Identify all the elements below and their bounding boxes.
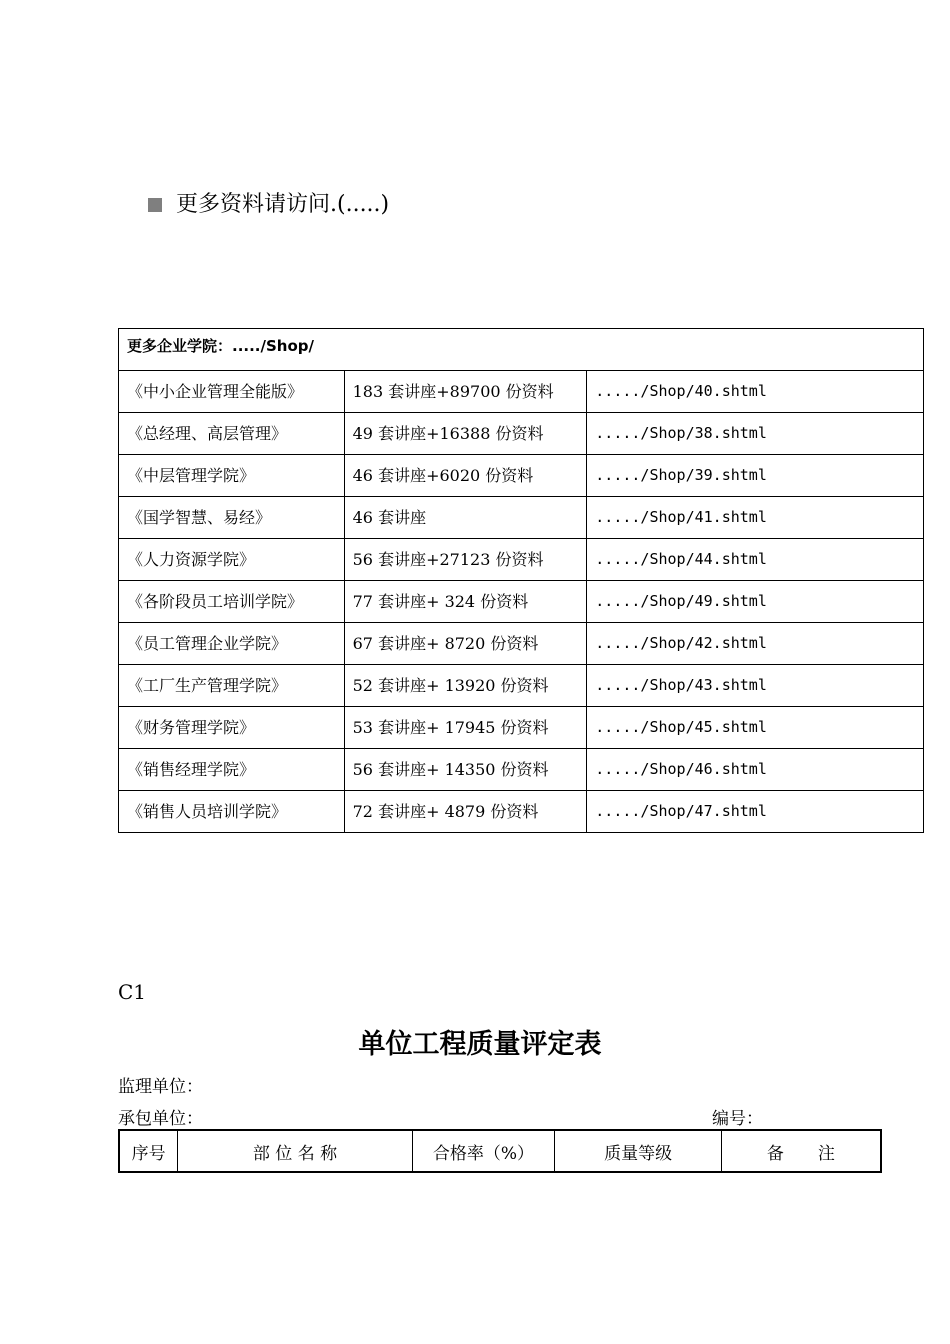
row-name-cell: 《中层管理学院》 xyxy=(119,455,345,497)
col-pass-rate: 合格率（%） xyxy=(412,1130,555,1172)
row-count-cell: 46 套讲座+6020 份资料 xyxy=(344,455,587,497)
row-count-cell: 56 套讲座+27123 份资料 xyxy=(344,539,587,581)
row-url-cell: ...../Shop/45.shtml xyxy=(587,707,924,749)
row-name-cell: 《中小企业管理全能版》 xyxy=(119,371,345,413)
row-count-cell: 67 套讲座+ 8720 份资料 xyxy=(344,623,587,665)
row-name-cell: 《各阶段员工培训学院》 xyxy=(119,581,345,623)
academy-links-table xyxy=(118,328,924,833)
row-count-cell: 72 套讲座+ 4879 份资料 xyxy=(344,791,587,833)
table-row xyxy=(119,413,924,455)
row-count-cell: 52 套讲座+ 13920 份资料 xyxy=(344,665,587,707)
row-url-cell: ...../Shop/47.shtml xyxy=(587,791,924,833)
row-url-cell: ...../Shop/41.shtml xyxy=(587,497,924,539)
table-row xyxy=(119,539,924,581)
row-name-cell: 《工厂生产管理学院》 xyxy=(119,665,345,707)
row-name-cell: 《财务管理学院》 xyxy=(119,707,345,749)
row-url-cell: ...../Shop/42.shtml xyxy=(587,623,924,665)
square-bullet-icon xyxy=(148,198,162,212)
row-count-cell: 53 套讲座+ 17945 份资料 xyxy=(344,707,587,749)
col-serial: 序号 xyxy=(119,1130,178,1172)
row-url-cell: ...../Shop/43.shtml xyxy=(587,665,924,707)
row-name-cell: 《销售经理学院》 xyxy=(119,749,345,791)
col-quality-grade: 质量等级 xyxy=(555,1130,722,1172)
row-count-cell: 77 套讲座+ 324 份资料 xyxy=(344,581,587,623)
form-title: 单位工程质量评定表 xyxy=(358,1029,602,1060)
table-header-row xyxy=(119,329,924,371)
row-name-cell: 《销售人员培训学院》 xyxy=(119,791,345,833)
row-name-cell: 《人力资源学院》 xyxy=(119,539,345,581)
row-url-cell: ...../Shop/38.shtml xyxy=(587,413,924,455)
table-row xyxy=(119,623,924,665)
row-name-cell: 《员工管理企业学院》 xyxy=(119,623,345,665)
row-url-cell: ...../Shop/49.shtml xyxy=(587,581,924,623)
row-name-cell: 《国学智慧、易经》 xyxy=(119,497,345,539)
table-row xyxy=(119,497,924,539)
table-row xyxy=(119,791,924,833)
table-header-cell: 更多企业学院：...../Shop/ xyxy=(119,329,924,371)
supervisor-label: 监理单位： xyxy=(118,1077,203,1097)
row-name-cell: 《总经理、高层管理》 xyxy=(119,413,345,455)
row-count-cell: 49 套讲座+16388 份资料 xyxy=(344,413,587,455)
contractor-label: 承包单位： xyxy=(118,1109,203,1129)
row-count-cell: 183 套讲座+89700 份资料 xyxy=(344,371,587,413)
number-label: 编号： xyxy=(712,1109,763,1129)
quality-form-table xyxy=(118,1129,882,1173)
form-header-row xyxy=(119,1130,881,1172)
col-remarks: 备 注 xyxy=(721,1130,881,1172)
row-url-cell: ...../Shop/44.shtml xyxy=(587,539,924,581)
row-url-cell: ...../Shop/40.shtml xyxy=(587,371,924,413)
table-row xyxy=(119,707,924,749)
row-url-cell: ...../Shop/46.shtml xyxy=(587,749,924,791)
row-count-cell: 46 套讲座 xyxy=(344,497,587,539)
table-row xyxy=(119,371,924,413)
row-url-cell: ...../Shop/39.shtml xyxy=(587,455,924,497)
table-row xyxy=(119,581,924,623)
col-part-name: 部 位 名 称 xyxy=(178,1130,412,1172)
table-row xyxy=(119,455,924,497)
table-row xyxy=(119,749,924,791)
more-resources-notice xyxy=(148,190,389,220)
row-count-cell: 56 套讲座+ 14350 份资料 xyxy=(344,749,587,791)
table-row xyxy=(119,665,924,707)
more-resources-text: 更多资料请访问.(.....) xyxy=(176,192,390,217)
form-code: C1 xyxy=(118,980,147,1004)
